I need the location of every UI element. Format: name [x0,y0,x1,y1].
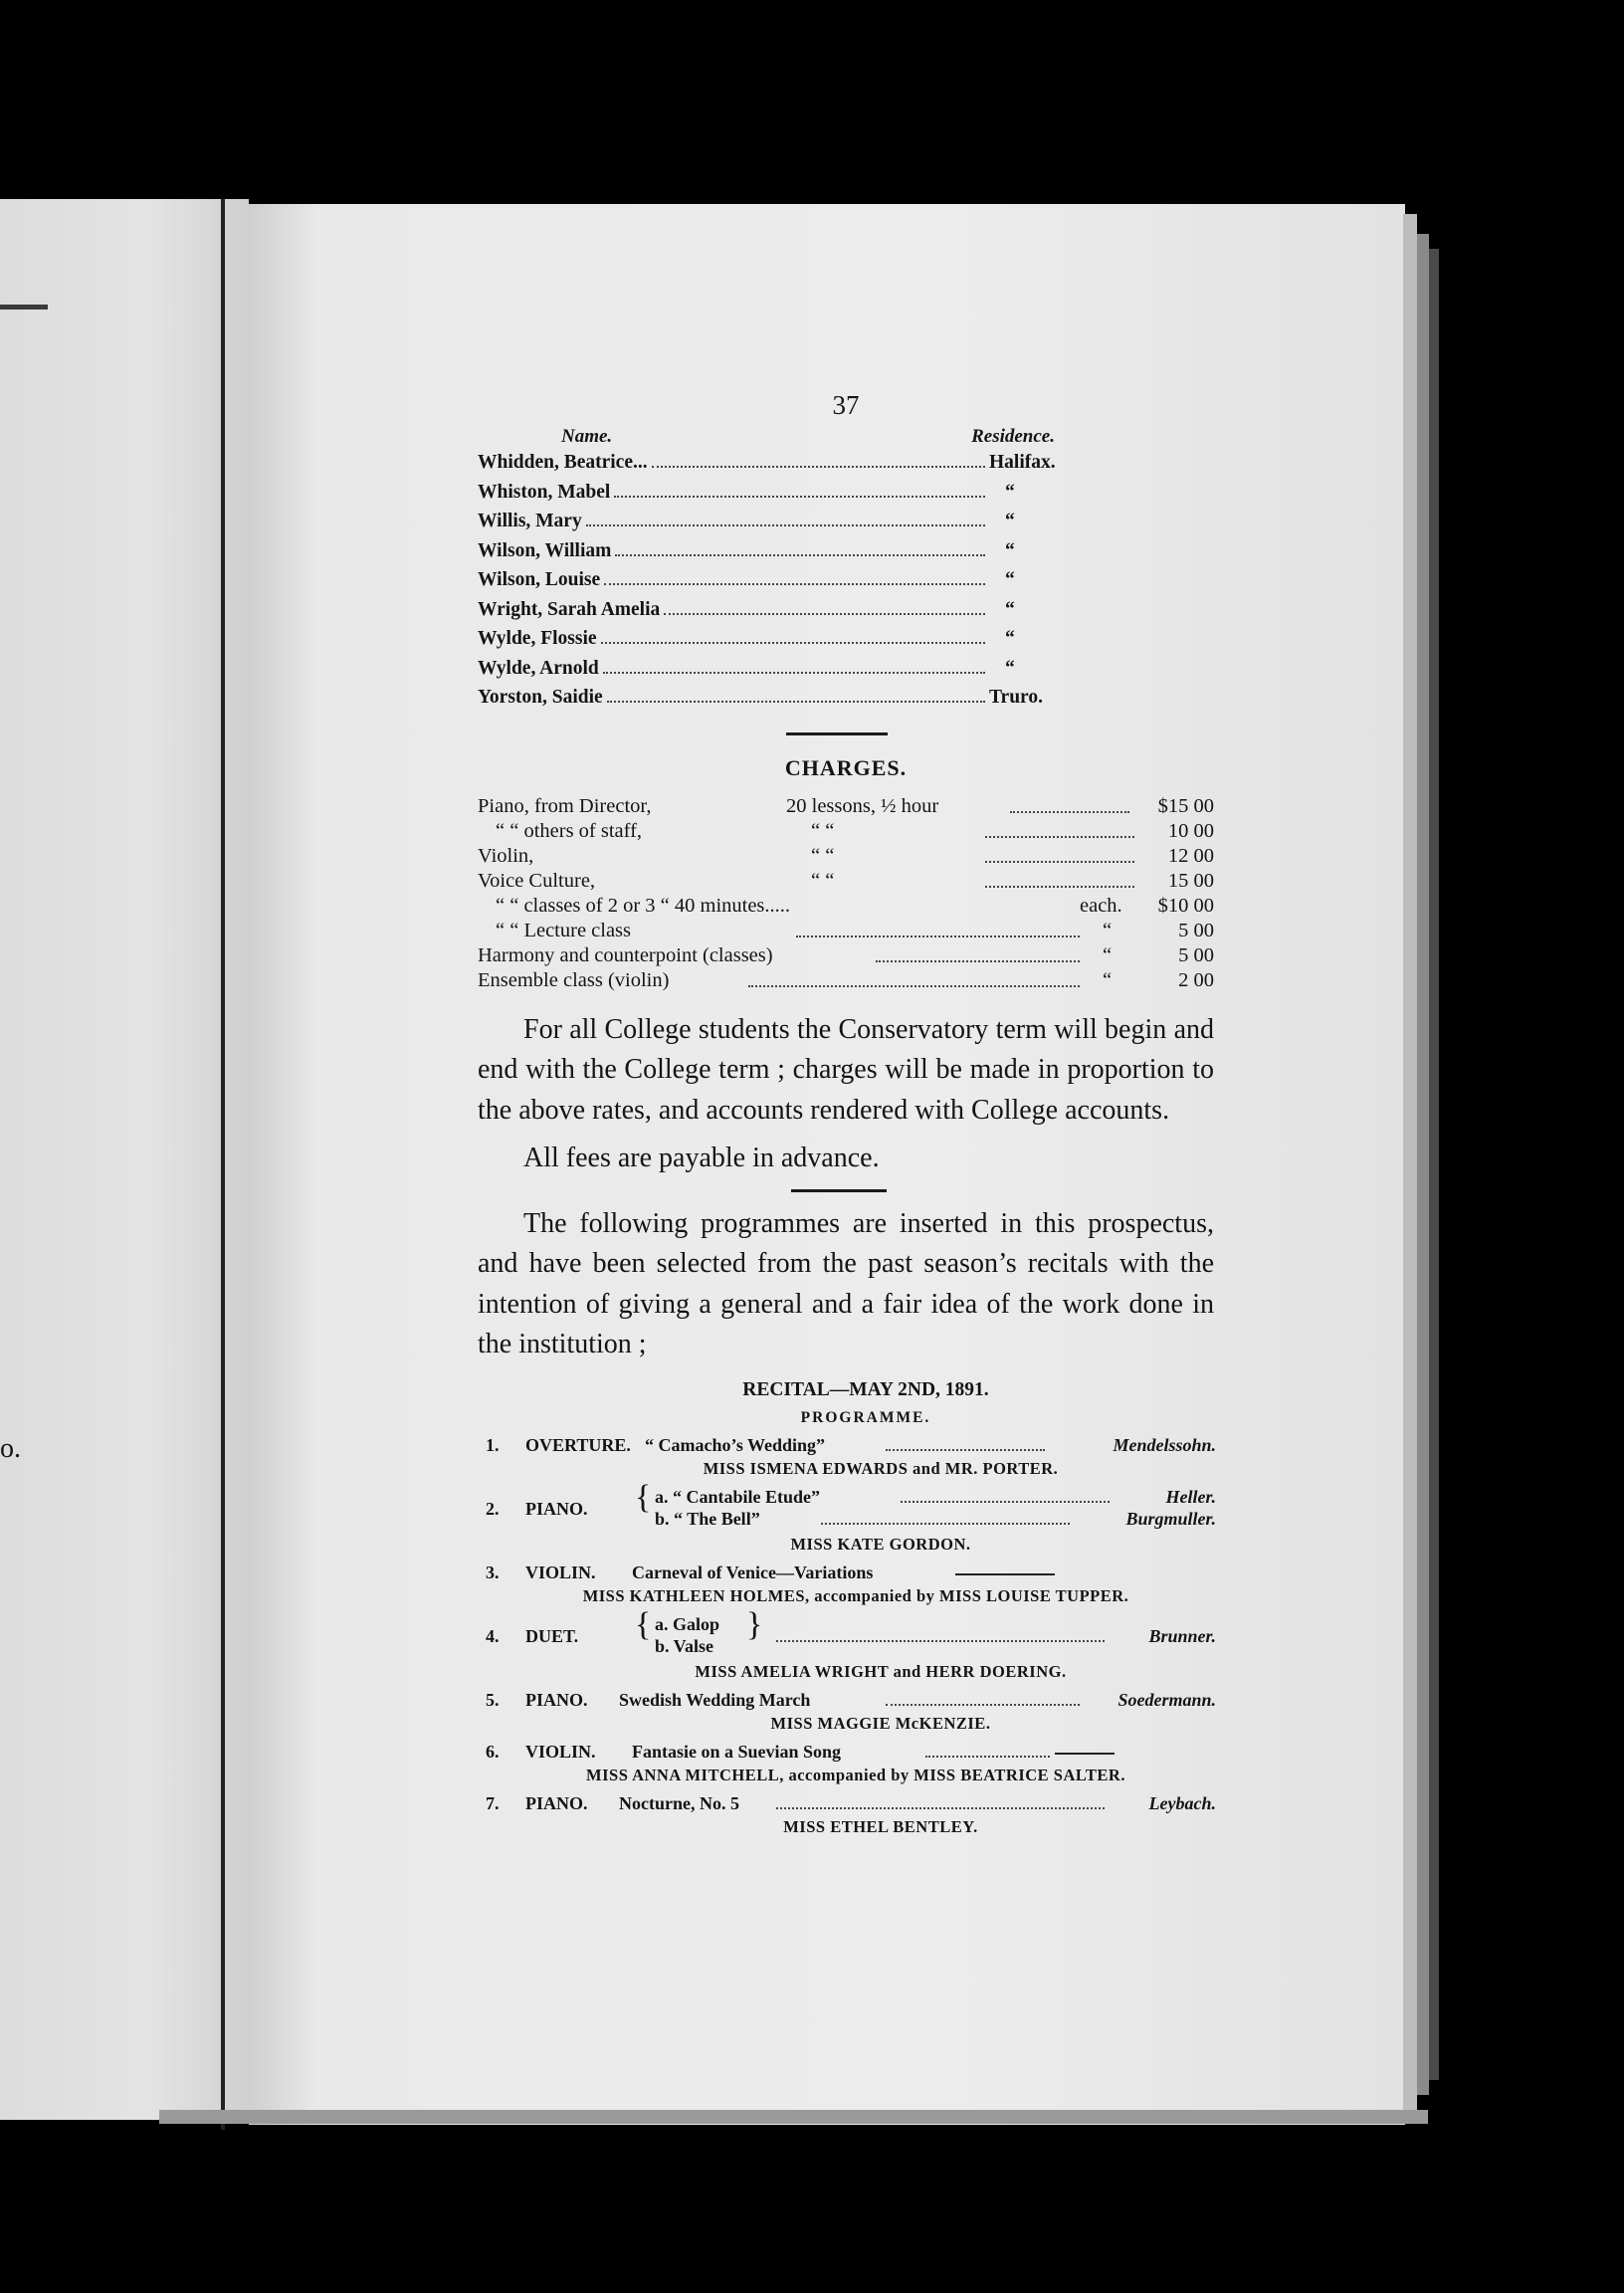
item-performers: MISS KATE GORDON. [790,1534,971,1554]
programme-item [478,1793,1214,1817]
item-composer: Leybach. [1148,1792,1216,1813]
charge-amount: 2 00 [1178,968,1214,991]
student-name: Wilson, William [478,539,612,561]
programme-item [478,1563,1214,1586]
charge-amount: 15 00 [1167,869,1214,892]
item-performers: MISS ISMENA EDWARDS and MR. PORTER. [703,1458,1059,1478]
student-name: Willis, Mary [478,511,582,531]
item-work-a: a. “ Cantabile Etude” [655,1486,821,1507]
charge-note: “ [1103,968,1113,991]
recital-title: RECITAL—MAY 2ND, 1891. [742,1378,989,1400]
charge-label: Voice Culture, [478,869,596,892]
item-kind: PIANO. [525,1792,588,1813]
table-row [478,795,1214,820]
student-residence: “ [1005,628,1015,649]
charges-table [478,795,1214,994]
charge-unit: “ “ [811,844,835,867]
list-item [478,658,1055,688]
charge-amount: $10 00 [1157,894,1214,917]
residence-column-header: Residence. [971,426,1055,447]
list-item [478,511,1055,540]
table-row [478,969,1214,994]
student-name: Wylde, Flossie [478,628,597,649]
list-item [478,540,1055,570]
charge-amount: 5 00 [1178,943,1214,966]
student-name: Wilson, Louise [478,569,601,590]
list-item [478,687,1055,717]
table-row [478,895,1214,920]
charge-unit: “ “ [811,819,835,842]
page-bottom-edge [159,2110,1428,2124]
item-kind: VIOLIN. [525,1741,596,1762]
left-page [0,199,249,2120]
charge-label: “ “ others of staff, [496,819,643,842]
student-name: Whidden, Beatrice... [478,452,648,473]
item-composer: Mendelssohn. [1113,1434,1216,1455]
left-page-mark [0,305,48,310]
section-divider [791,1189,887,1192]
charge-label: Ensemble class (violin) [478,968,670,991]
item-performers: MISS KATHLEEN HOLMES, accompanied by MISS LOUISE TUPPER. [582,1585,1129,1605]
page-number: 37 [832,390,860,420]
names-list [478,452,1214,717]
item-performers: MISS MAGGIE McKENZIE. [770,1713,991,1733]
item-work: Nocturne, No. 5 [619,1792,739,1813]
section-divider [786,732,888,735]
charge-label: “ “ Lecture class [496,919,632,941]
page-edge [1403,214,1417,2110]
programme-item [478,1742,1214,1766]
student-residence: “ [1005,481,1015,503]
charge-label: Violin, [478,844,534,867]
book-spine [221,199,225,2130]
college-term-paragraph: For all College students the Conservatory term will begin and end with the College term ; charges will be made in proportion to the above rates, and accounts rendered with College accounts. [478,1013,1214,1126]
list-item [478,482,1055,512]
item-work-b: b. Valse [655,1635,714,1656]
item-kind: PIANO. [525,1498,588,1519]
student-name: Whiston, Mabel [478,481,611,503]
names-header [478,426,1214,452]
student-name: Wright, Sarah Amelia [478,598,661,620]
item-performers: MISS AMELIA WRIGHT and HERR DOERING. [695,1661,1067,1681]
charge-label: Piano, from Director, [478,794,652,817]
item-kind: DUET. [525,1625,579,1646]
charge-amount: 10 00 [1167,819,1214,842]
item-work: Carneval of Venice—Variations [632,1562,874,1582]
charge-amount: 5 00 [1178,919,1214,941]
item-number: 4. [486,1625,500,1646]
student-residence: Truro. [989,687,1043,708]
item-number: 7. [486,1792,500,1813]
programmes-paragraph: The following programmes are inserted in this prospectus, and have been selected from the past season’s recitals with the intention of giving a general and a fair idea of the work done in the institution ; [478,1207,1214,1359]
name-column-header: Name. [561,426,613,447]
item-composer: Soedermann. [1117,1689,1216,1710]
list-item [478,569,1055,599]
programme-title: PROGRAMME. [800,1408,931,1426]
charge-note: each. [1080,894,1122,917]
student-residence: “ [1005,511,1015,531]
programme-item [478,1690,1214,1714]
item-kind: PIANO. [525,1689,588,1710]
item-number: 2. [486,1498,500,1519]
programme-item: 2. PIANO. { a. “ Cantabile Etude” Heller. b. “ The Bell” Burgmuller. [486,1478,1216,1529]
charges-title: CHARGES. [784,754,908,780]
list-item [478,628,1055,658]
charge-label: Harmony and counterpoint (classes) [478,943,773,966]
charge-amount: $15 00 [1157,794,1214,817]
item-number: 6. [486,1741,500,1762]
table-row [478,845,1214,870]
student-residence: “ [1005,598,1015,620]
charge-unit: 20 lessons, ½ hour [786,794,939,817]
item-kind: VIOLIN. [525,1562,596,1582]
programme-item: 4. DUET. { a. Galop b. Valse } Brunner. [486,1605,1216,1656]
item-work-a: a. Galop [655,1613,720,1634]
student-residence: “ [1005,539,1015,561]
table-row [478,944,1214,969]
item-work: Fantasie on a Suevian Song [632,1741,842,1762]
programme-item [478,1435,1214,1459]
charge-label: “ “ classes of 2 or 3 “ 40 minutes..... [496,894,791,917]
item-composer-a: Heller. [1165,1486,1216,1507]
item-kind: OVERTURE. [525,1434,631,1455]
student-residence: “ [1005,657,1015,679]
item-number: 1. [486,1434,500,1455]
table-row [478,870,1214,895]
page-edge [1417,234,1429,2095]
charge-unit: “ “ [811,869,835,892]
item-work: “ Camacho’s Wedding” [645,1434,826,1455]
fees-paragraph: All fees are payable in advance. [523,1143,880,1173]
student-residence: Halifax. [989,452,1056,473]
page-content [478,390,1214,1841]
charge-note: “ [1103,943,1113,966]
item-performers: MISS ANNA MITCHELL, accompanied by MISS BEATRICE SALTER. [586,1765,1125,1784]
student-name: Wylde, Arnold [478,657,599,679]
item-performers: MISS ETHEL BENTLEY. [783,1816,978,1836]
table-row [478,920,1214,944]
item-composer-b: Burgmuller. [1125,1508,1216,1529]
charge-amount: 12 00 [1167,844,1214,867]
list-item [478,452,1055,482]
student-residence: “ [1005,569,1015,590]
item-number: 3. [486,1562,500,1582]
item-work-b: b. “ The Bell” [655,1508,760,1529]
programme-list [478,1435,1214,1841]
student-name: Yorston, Saidie [478,687,603,708]
table-row [478,820,1214,845]
left-page-fragment: o. [0,1433,21,1464]
item-number: 5. [486,1689,500,1710]
page-edge [1429,249,1439,2080]
item-work: Swedish Wedding March [619,1689,811,1710]
item-composer: Brunner. [1148,1625,1216,1646]
list-item [478,599,1055,629]
charge-note: “ [1103,919,1113,941]
